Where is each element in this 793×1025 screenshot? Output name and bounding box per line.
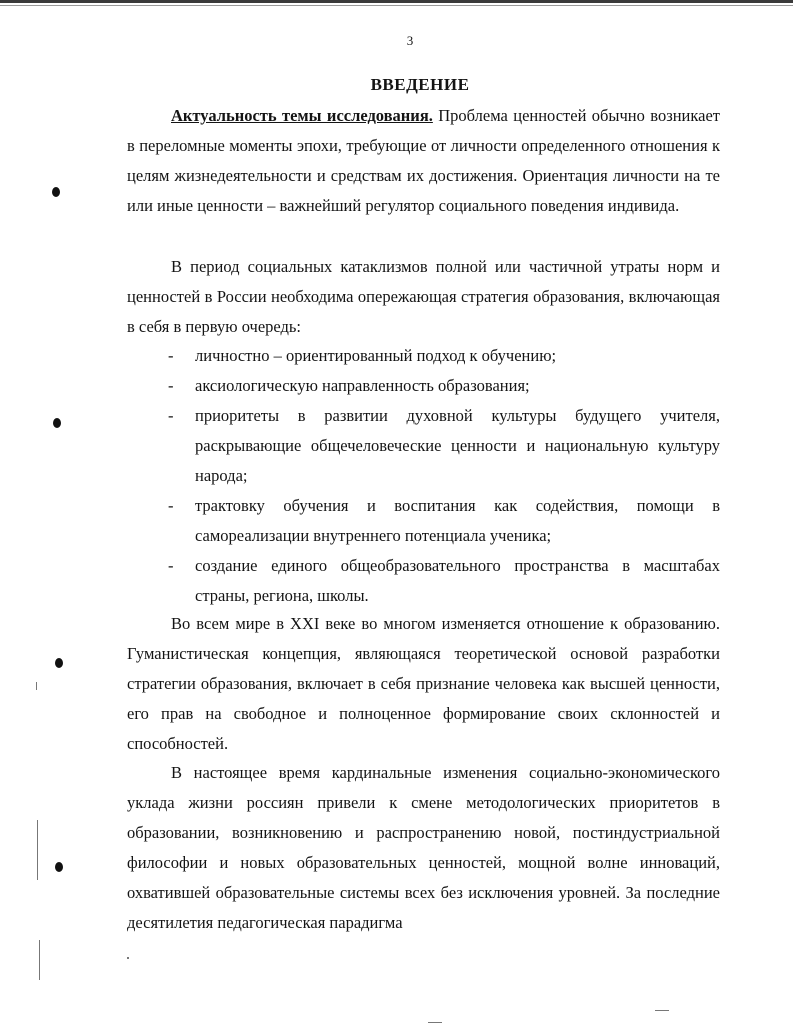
punch-hole-mark (52, 187, 60, 197)
page-number: 3 (406, 33, 414, 48)
list-marker: - (168, 406, 174, 425)
list-marker: - (168, 376, 174, 395)
paragraph-relevance (127, 101, 720, 221)
scan-artifact (655, 1010, 669, 1011)
scan-artifact (127, 957, 129, 959)
list-marker: - (168, 496, 174, 515)
scan-top-border-faint (0, 5, 793, 6)
list-item (168, 491, 720, 551)
scan-artifact (39, 940, 40, 980)
punch-hole-mark (55, 862, 63, 872)
page-title: ВВЕДЕНИЕ (370, 75, 470, 94)
list-item-text: создание единого общеобразовательного пространства в масштабах страны, региона, школы. (195, 556, 720, 605)
paragraph-changes: В настоящее время кардинальные изменения социально-экономического уклада жизни россиян привели к смене методологических приоритетов в образовании, возникновению и распространению новой, постиндустриальной философии и новых образовательных ценностей, мощной волне инноваций, охватившей образовательные системы всех без исключения уровней. За последние десятилетия педагогическая парадигма (127, 763, 720, 932)
scan-artifact (36, 682, 37, 690)
punch-hole-mark (55, 658, 63, 668)
list-marker: - (168, 346, 174, 365)
list-item (168, 371, 720, 401)
strategy-list (168, 341, 720, 611)
relevance-lead: Актуальность темы исследования. (171, 106, 433, 125)
list-item-text: трактовку обучения и воспитания как содействия, помощи в самореализации внутреннего потенциала ученика; (195, 496, 720, 545)
scan-artifact (428, 1022, 442, 1023)
list-item-text: аксиологическую направленность образования; (195, 376, 530, 395)
paragraph-humanistic: Во всем мире в XXI веке во многом изменяется отношение к образованию. Гуманистическая концепция, являющаяся теоретической основой разработки стратегии образования, включает в себя признание человека как высшей ценности, его прав на свободное и полноценное формирование своих склонностей и способностей. (127, 614, 720, 753)
scan-top-border (0, 0, 793, 3)
paragraph-strategy: В период социальных катаклизмов полной или частичной утраты норм и ценностей в России необходима опережающая стратегия образования, включающая в себя в первую очередь: (127, 257, 720, 336)
list-item (168, 401, 720, 491)
list-item (168, 341, 720, 371)
relevance-body: Проблема ценностей обычно возникает в переломные моменты эпохи, требующие от личности определенного отношения к целям жизнедеятельности и средствам их достижения. Ориентация личности на те или иные ценности – важнейший регулятор социального поведения индивида. (127, 106, 720, 215)
list-item (168, 551, 720, 611)
punch-hole-mark (53, 418, 61, 428)
list-marker: - (168, 556, 174, 575)
scan-artifact (37, 820, 38, 880)
list-item-text: приоритеты в развитии духовной культуры будущего учителя, раскрывающие общечеловеческие ценности и национальную культуру народа; (195, 406, 720, 485)
list-item-text: личностно – ориентированный подход к обучению; (195, 346, 557, 365)
